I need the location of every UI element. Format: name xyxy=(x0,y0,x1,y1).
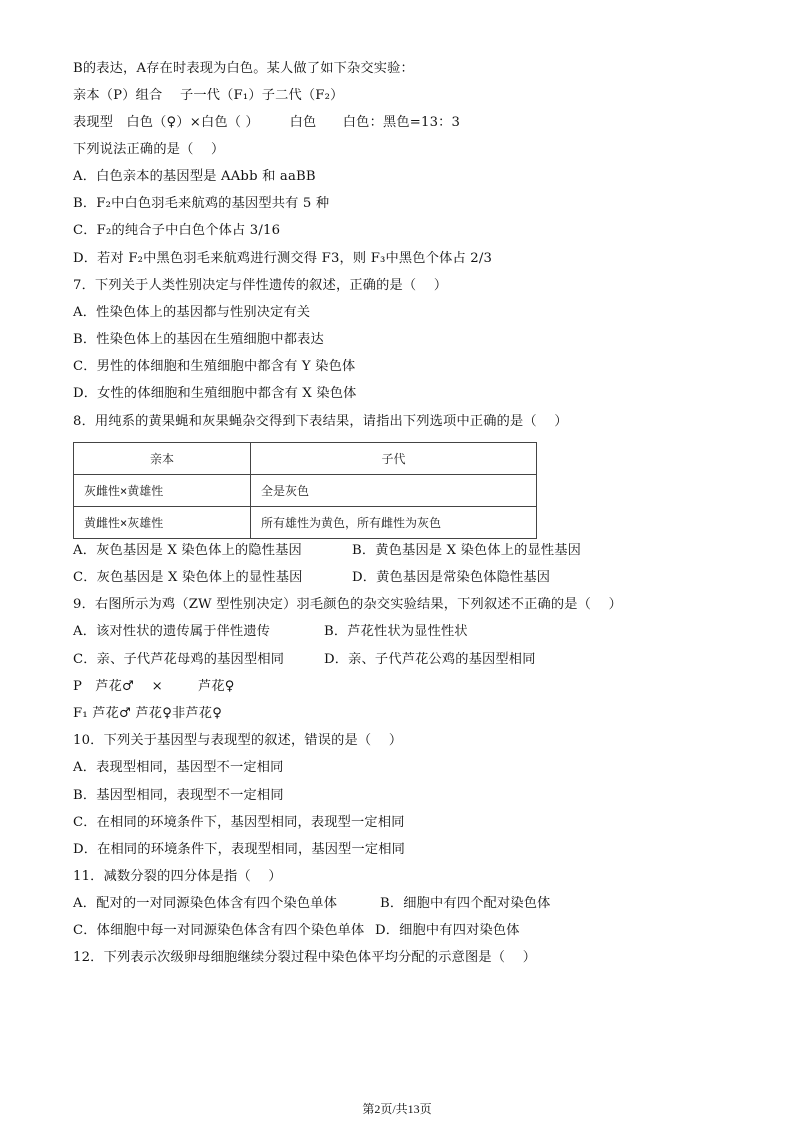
q8-result-table xyxy=(73,442,537,539)
q11-option-b: B．细胞中有四个配对染色体 xyxy=(380,896,551,911)
q11-option-a: A．配对的一对同源染色体含有四个染色单体 xyxy=(73,896,338,911)
q7-stem: 7．下列关于人类性别决定与伴性遗传的叙述，正确的是（ ） xyxy=(73,278,448,293)
q8-stem: 8．用纯系的黄果蝇和灰果蝇杂交得到下表结果，请指出下列选项中正确的是（ ） xyxy=(73,414,568,429)
table-row xyxy=(74,507,537,539)
table-cell-offspring: 所有雄性为黄色，所有雌性为灰色 xyxy=(251,507,537,539)
q8-option-c: C．灰色基因是 X 染色体上的显性基因 xyxy=(73,570,303,585)
q7-option-a: A．性染色体上的基因都与性别决定有关 xyxy=(73,305,311,320)
q6-option-b: B．F₂中白色羽毛来航鸡的基因型共有 5 种 xyxy=(73,196,330,211)
table-cell-parents: 灰雌性×黄雄性 xyxy=(74,475,251,507)
table-cell-parents: 黄雌性×灰雄性 xyxy=(74,507,251,539)
q7-option-c: C．男性的体细胞和生殖细胞中都含有 Y 染色体 xyxy=(73,359,356,374)
q10-option-d: D．在相同的环境条件下，表现型相同，基因型一定相同 xyxy=(73,842,406,857)
q11-stem: 11．减数分裂的四分体是指（ ） xyxy=(73,869,282,884)
page-number: 第2页/共13页 xyxy=(362,1102,432,1116)
q9-cross-parent: P 芦花♂ × 芦花♀ xyxy=(73,679,235,694)
q9-option-c: C．亲、子代芦花母鸡的基因型相同 xyxy=(73,652,285,667)
q9-option-a: A．该对性状的遗传属于伴性遗传 xyxy=(73,624,271,639)
table-header-row xyxy=(74,443,537,475)
q9-option-b: B．芦花性状为显性性状 xyxy=(324,624,468,639)
q6-option-c: C．F₂的纯合子中白色个体占 3/16 xyxy=(73,223,281,238)
intro-line-2: 亲本（P）组合 子一代（F₁）子二代（F₂） xyxy=(73,88,344,103)
q6-stem: 下列说法正确的是（ ） xyxy=(73,142,225,157)
q10-option-c: C．在相同的环境条件下，基因型相同，表现型一定相同 xyxy=(73,815,405,830)
q9-cross-f1: F₁ 芦花♂ 芦花♀非芦花♀ xyxy=(73,706,223,721)
table-row xyxy=(74,475,537,507)
intro-line-3: 表现型 白色（♀）×白色（ ） 白色 白色：黑色=13：3 xyxy=(73,115,461,130)
q10-option-b: B．基因型相同，表现型不一定相同 xyxy=(73,788,284,803)
q10-stem: 10．下列关于基因型与表现型的叙述，错误的是（ ） xyxy=(73,733,403,748)
q8-option-b: B．黄色基因是 X 染色体上的显性基因 xyxy=(352,543,582,558)
q12-stem: 12．下列表示次级卵母细胞继续分裂过程中染色体平均分配的示意图是（ ） xyxy=(73,950,537,965)
q11-option-d: D．细胞中有四对染色体 xyxy=(375,923,520,938)
q9-option-d: D．亲、子代芦花公鸡的基因型相同 xyxy=(324,652,536,667)
q10-option-a: A．表现型相同，基因型不一定相同 xyxy=(73,760,284,775)
q6-option-d: D．若对 F₂中黑色羽毛来航鸡进行测交得 F3，则 F₃中黑色个体占 2/3 xyxy=(73,251,493,266)
q7-option-b: B．性染色体上的基因在生殖细胞中都表达 xyxy=(73,332,324,347)
q9-stem: 9．右图所示为鸡（ZW 型性别决定）羽毛颜色的杂交实验结果，下列叙述不正确的是（ ） xyxy=(73,597,623,612)
table-cell-offspring: 全是灰色 xyxy=(251,475,537,507)
table-header-offspring: 子代 xyxy=(251,443,537,475)
q7-option-d: D．女性的体细胞和生殖细胞中都含有 X 染色体 xyxy=(73,386,357,401)
q11-option-c: C．体细胞中每一对同源染色体含有四个染色单体 xyxy=(73,923,365,938)
q8-option-d: D．黄色基因是常染色体隐性基因 xyxy=(352,570,551,585)
table-header-parents: 亲本 xyxy=(74,443,251,475)
intro-line-1: B的表达，A存在时表现为白色。某人做了如下杂交实验： xyxy=(73,61,414,76)
q8-option-a: A．灰色基因是 X 染色体上的隐性基因 xyxy=(73,543,302,558)
q6-option-a: A．白色亲本的基因型是 AAbb 和 aaBB xyxy=(73,169,316,184)
